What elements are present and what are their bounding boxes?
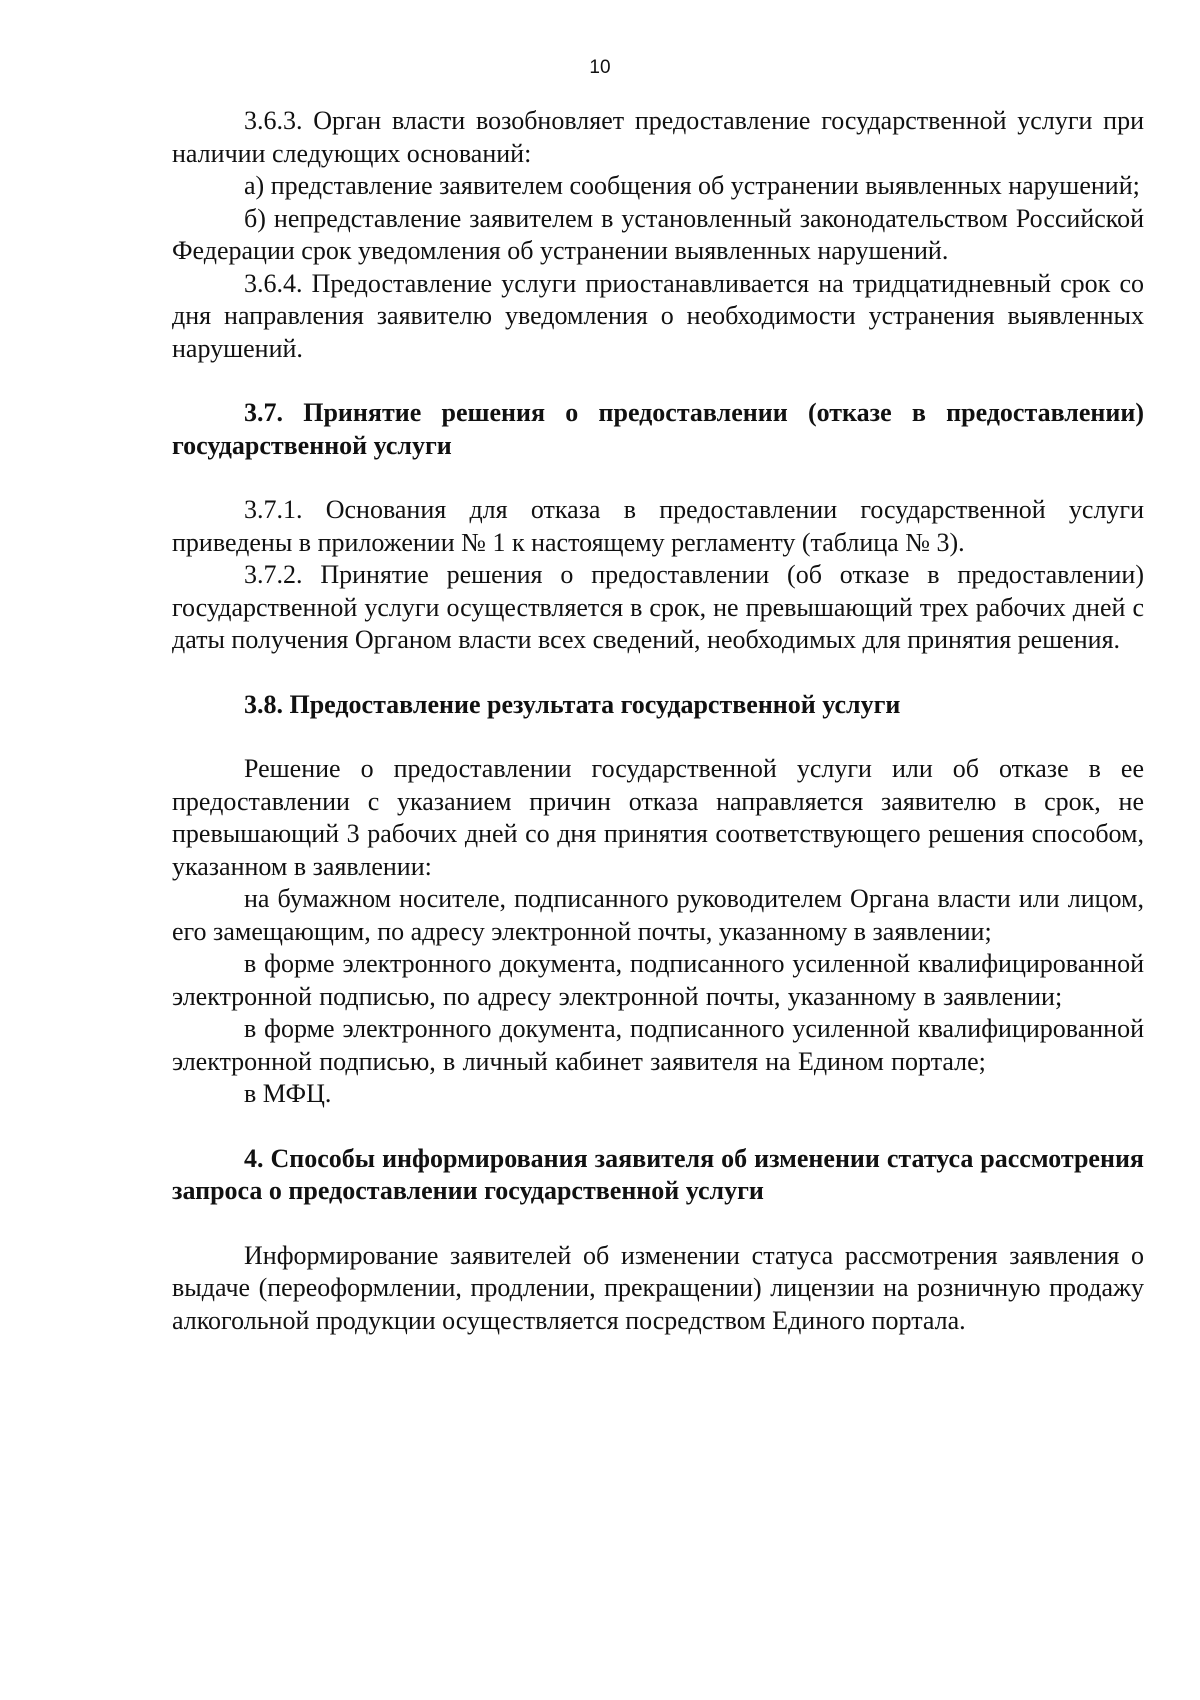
paragraph-3-6-4: 3.6.4. Предоставление услуги приостанавливается на тридцатидневный срок со дня направления заявителю уведомления о необходимости устранения выявленных нарушений. xyxy=(172,268,1144,363)
heading-3-8: 3.8. Предоставление результата государственной услуги xyxy=(244,689,901,719)
page-number: 10 xyxy=(589,57,611,78)
heading-4: 4. Способы информирования заявителя об изменении статуса рассмотрения запроса о предоставлении государственной услуги xyxy=(172,1143,1144,1205)
paragraph-3-7-1: 3.7.1. Основания для отказа в предоставлении государственной услуги приведены в приложении № 1 к настоящему регламенту (таблица № 3). xyxy=(172,495,1144,557)
section-spacer xyxy=(172,462,1144,494)
paragraph-3-8-decision: Решение о предоставлении государственной услуги или об отказе в ее предоставлении с указанием причин отказа направляется заявителю в срок, не превышающий 3 рабочих дней со дня принятия соответствующего решения способом, указанном в заявлении: xyxy=(172,754,1144,881)
paragraph-3-6-3-a: а) представление заявителем сообщения об устранении выявленных нарушений; xyxy=(244,171,1140,200)
paragraph-3-6-3: 3.6.3. Орган власти возобновляет предоставление государственной услуги при наличии следующих оснований: xyxy=(172,106,1144,168)
paragraph-3-8-email: в форме электронного документа, подписанного усиленной квалифицированной электронной подписью, по адресу электронной почты, указанному в заявлении; xyxy=(172,949,1144,1011)
paragraph-3-7-2: 3.7.2. Принятие решения о предоставлении (об отказе в предоставлении) государственной услуги осуществляется в срок, не превышающий трех рабочих дней с даты получения Органом власти всех сведений, необходимых для принятия решения. xyxy=(172,560,1144,654)
section-spacer xyxy=(172,365,1144,397)
paragraph-3-8-portal: в форме электронного документа, подписанного усиленной квалифицированной электронной подписью, в личный кабинет заявителя на Едином портале; xyxy=(172,1014,1144,1076)
heading-3-7: 3.7. Принятие решения о предоставлении (отказе в предоставлении) государственной услуги xyxy=(172,398,1144,460)
section-spacer xyxy=(172,657,1144,689)
section-spacer xyxy=(172,1111,1144,1143)
paragraph-4-info: Информирование заявителей об изменении статуса рассмотрения заявления о выдаче (переоформлении, продлении, прекращении) лицензии на розничную продажу алкогольной продукции осуществляется посредством Единого портала. xyxy=(172,1240,1144,1335)
paragraph-3-6-3-b: б) непредставление заявителем в установленный законодательством Российской Федерации срок уведомления об устранении выявленных нарушений. xyxy=(172,203,1144,265)
paragraph-3-8-paper: на бумажном носителе, подписанного руководителем Органа власти или лицом, его замещающим, по адресу электронной почты, указанному в заявлении; xyxy=(172,884,1144,946)
document-body xyxy=(172,105,1144,1337)
paragraph-3-8-mfc: в МФЦ. xyxy=(244,1079,332,1108)
section-spacer xyxy=(172,1208,1144,1240)
section-spacer xyxy=(172,721,1144,753)
